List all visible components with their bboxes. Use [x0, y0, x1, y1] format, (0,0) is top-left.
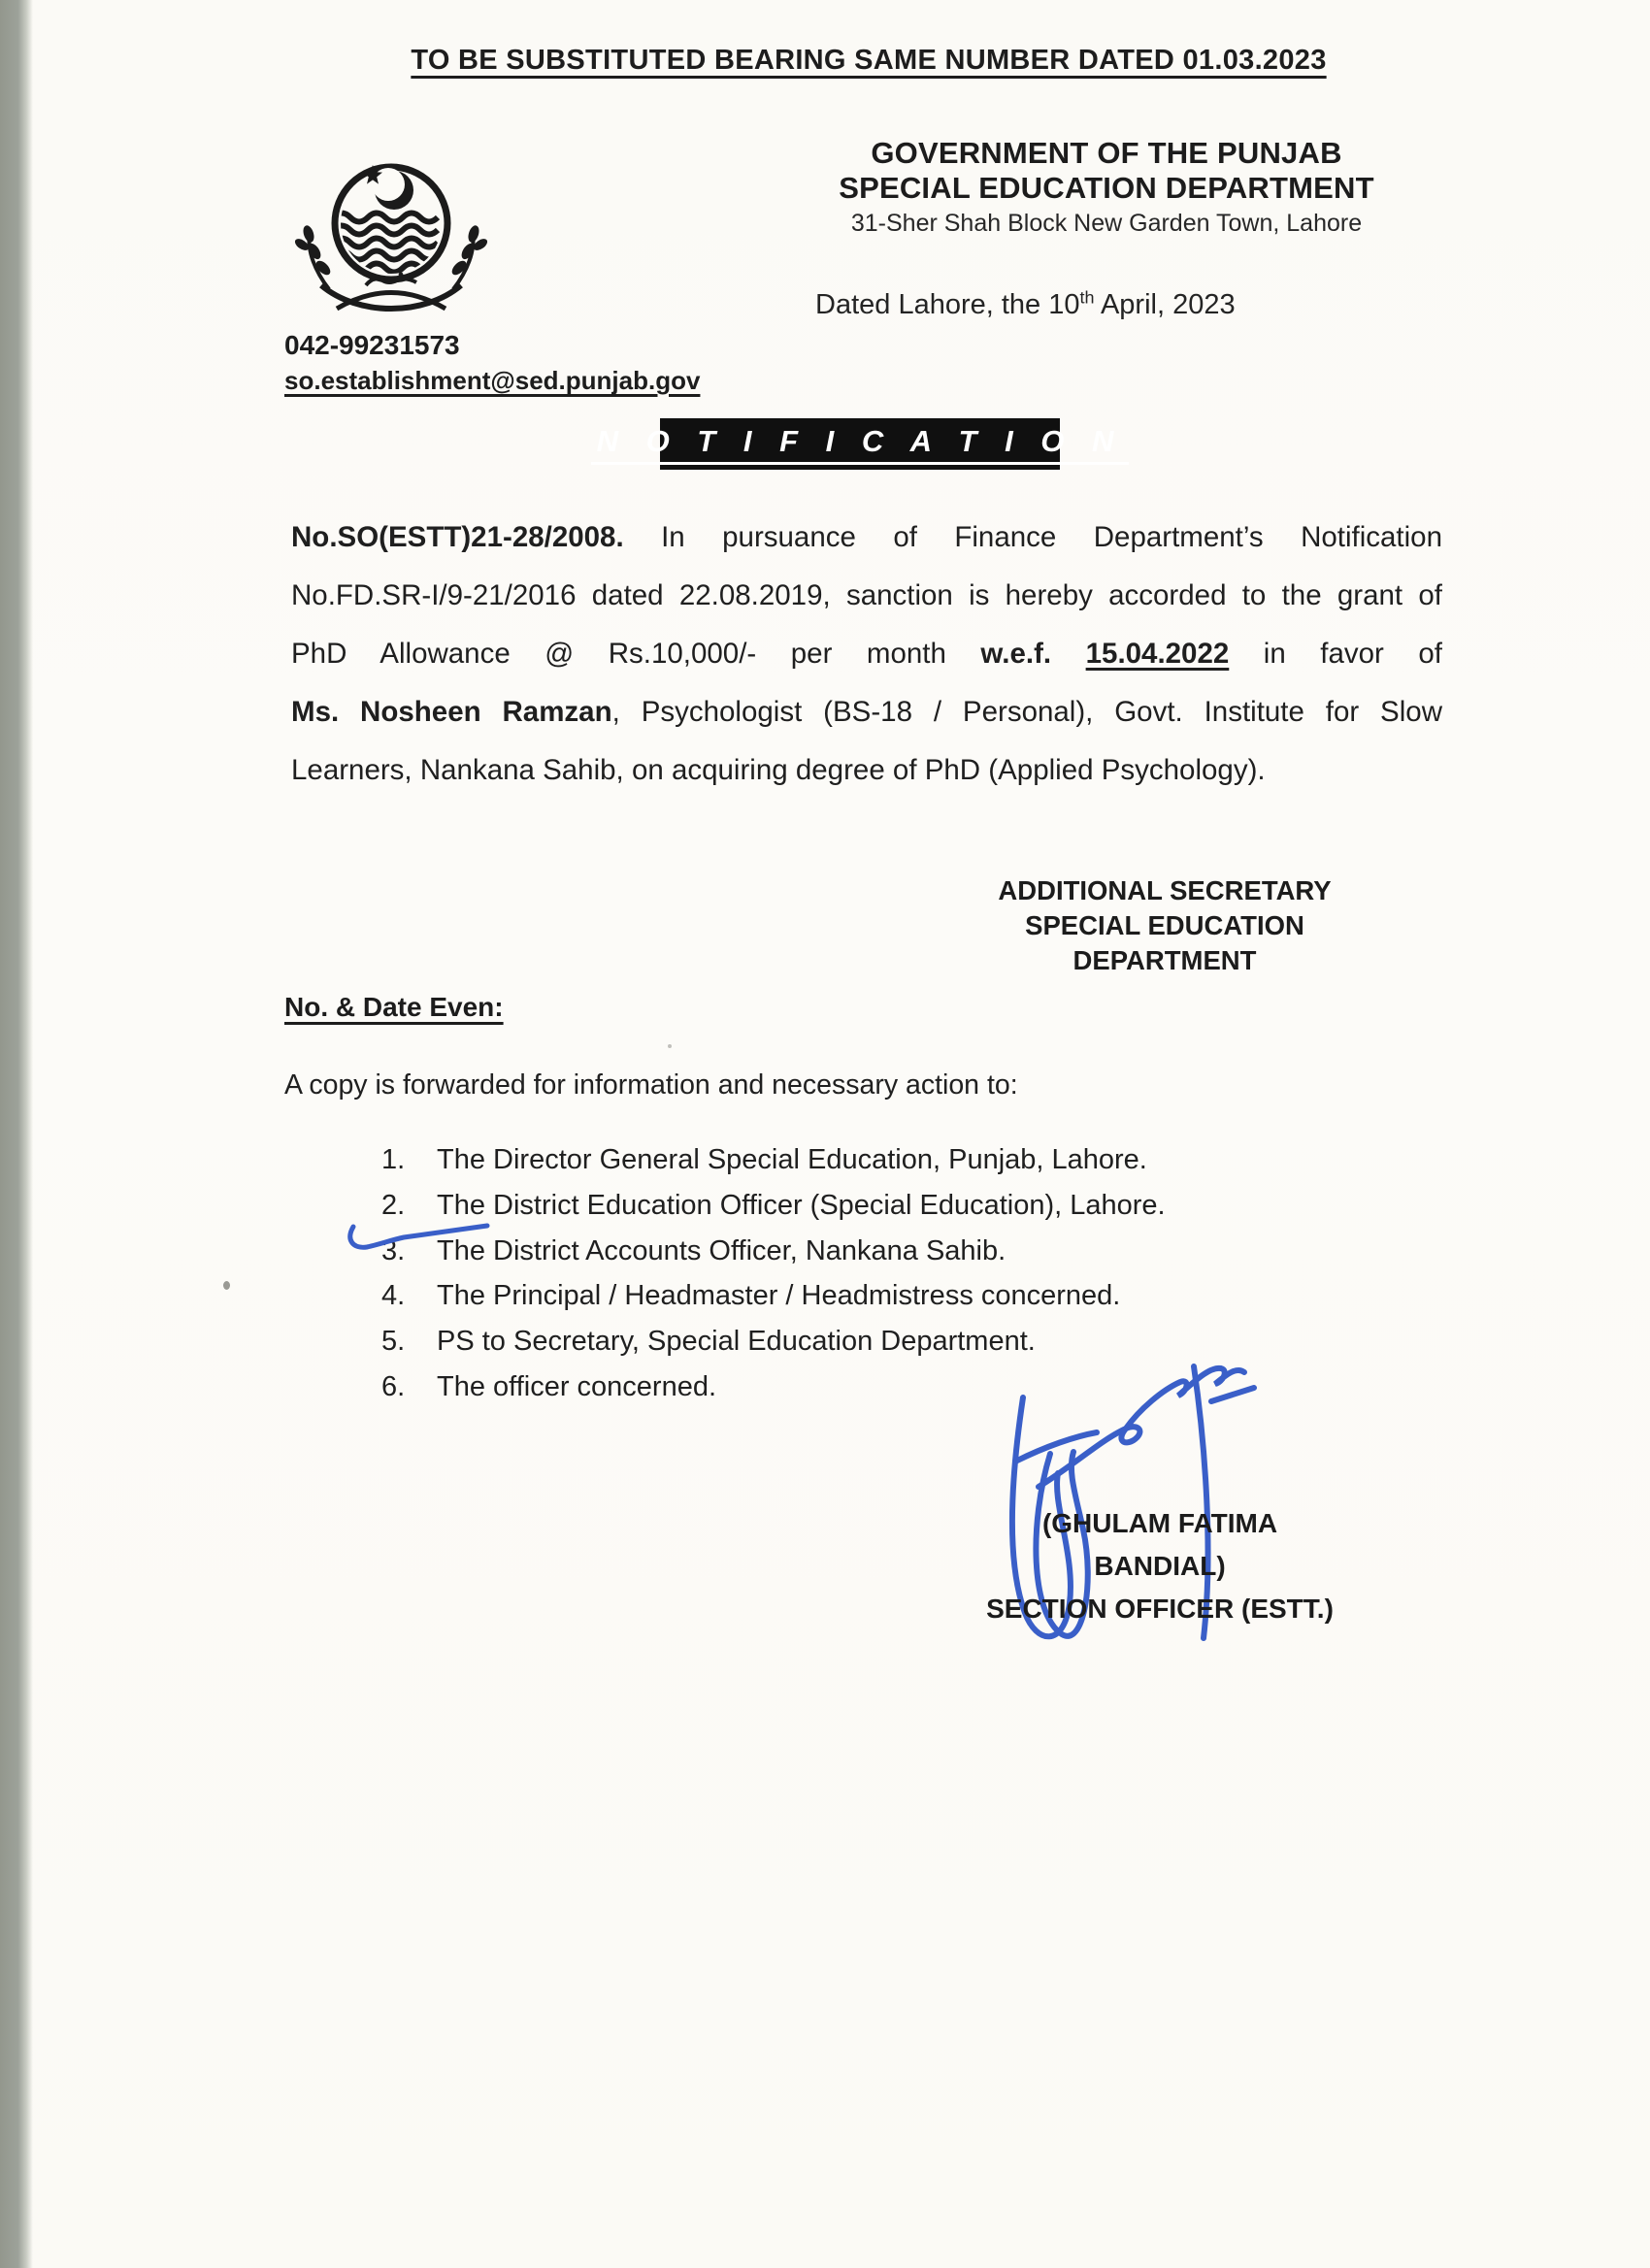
notification-body — [291, 509, 1442, 800]
paragraph-line — [291, 683, 1442, 741]
forwarding-list-item — [381, 1229, 1352, 1274]
department-title: SPECIAL EDUCATION DEPARTMENT — [839, 171, 1374, 205]
punjab-government-emblem — [284, 142, 498, 326]
text-run: 15.04.2022 — [1085, 638, 1230, 670]
text-run: Ms. Nosheen Ramzan — [291, 696, 612, 728]
date-ordinal: th — [1079, 287, 1095, 308]
forwarding-list-item — [381, 1137, 1352, 1183]
pen-tick-mark — [342, 1213, 497, 1260]
letterhead — [767, 136, 1446, 239]
paragraph-line — [291, 509, 1442, 567]
text-run: No.FD.SR-I/9-21/2016 dated 22.08.2019, sanction is hereby accorded to the grant of — [291, 579, 1442, 611]
forwarding-list-item — [381, 1273, 1352, 1319]
substitution-notice: TO BE SUBSTITUTED BEARING SAME NUMBER DATED 01.03.2023 — [411, 45, 1327, 76]
list-item-text: The Director General Special Education, Punjab, Lahore. — [437, 1144, 1147, 1175]
text-run: w.e.f. — [980, 638, 1052, 670]
forwarding-intro: A copy is forwarded for information and necessary action to: — [284, 1069, 1018, 1101]
scan-speck — [668, 1044, 672, 1048]
text-run: Learners, Nankana Sahib, on acquiring degree of PhD (Applied Psychology). — [291, 754, 1266, 786]
list-item-text: The Principal / Headmaster / Headmistress concerned. — [437, 1280, 1121, 1312]
signatory-name: (GHULAM FATIMA BANDIAL) — [1041, 1508, 1278, 1581]
scanner-edge-strip — [0, 0, 33, 2268]
text-run: , Psychologist (BS-18 / Personal), Govt. Institute for Slow — [611, 696, 1442, 728]
text-run — [1051, 638, 1086, 670]
date-line — [815, 289, 1236, 321]
list-item-number: 3. — [381, 1234, 406, 1266]
signature-block — [975, 1502, 1344, 1630]
forwarding-list-item — [381, 1183, 1352, 1229]
department-address: 31-Sher Shah Block New Garden Town, Lahore — [850, 210, 1363, 237]
ribbon — [321, 285, 461, 309]
list-item-text: The District Accounts Officer, Nankana Sahib. — [437, 1234, 1006, 1266]
list-item-number: 5. — [381, 1326, 406, 1358]
list-item-number: 6. — [381, 1370, 406, 1402]
scan-speck — [223, 1281, 230, 1290]
list-item-number: 4. — [381, 1280, 406, 1312]
notification-title: N O T I F I C A T I O N — [591, 424, 1130, 465]
text-line: ADDITIONAL SECRETARY — [998, 875, 1332, 905]
date-suffix: April, 2023 — [1094, 289, 1236, 320]
paragraph-line — [291, 567, 1442, 625]
text-run: PhD Allowance @ Rs.10,000/- per month — [291, 638, 981, 670]
phone-number: 042-99231573 — [284, 330, 460, 360]
government-title: GOVERNMENT OF THE PUNJAB — [871, 136, 1342, 170]
email-address: so.establishment@sed.punjab.gov — [284, 366, 701, 395]
text-run: No.SO(ESTT)21-28/2008. — [291, 521, 624, 553]
signatory-title: SECTION OFFICER (ESTT.) — [986, 1594, 1334, 1624]
date-prefix: Dated Lahore, the 10 — [815, 289, 1080, 320]
number-date-heading: No. & Date Even: — [284, 992, 504, 1022]
text-run: in favor of — [1229, 638, 1442, 670]
issuing-authority — [980, 873, 1349, 978]
paragraph-line — [291, 741, 1442, 800]
notification-banner — [596, 418, 1124, 470]
list-item-number: 1. — [381, 1144, 406, 1175]
text-run: In pursuance of Finance Department’s Notification — [623, 521, 1442, 553]
list-item-number: 2. — [381, 1189, 406, 1221]
list-item-text: The District Education Officer (Special Education), Lahore. — [437, 1189, 1166, 1221]
list-item-text: The officer concerned. — [437, 1370, 717, 1402]
list-item-text: PS to Secretary, Special Education Department. — [437, 1326, 1036, 1358]
text-line: DEPARTMENT — [1072, 945, 1257, 975]
text-line: SPECIAL EDUCATION — [1025, 910, 1304, 940]
paragraph-line — [291, 625, 1442, 683]
